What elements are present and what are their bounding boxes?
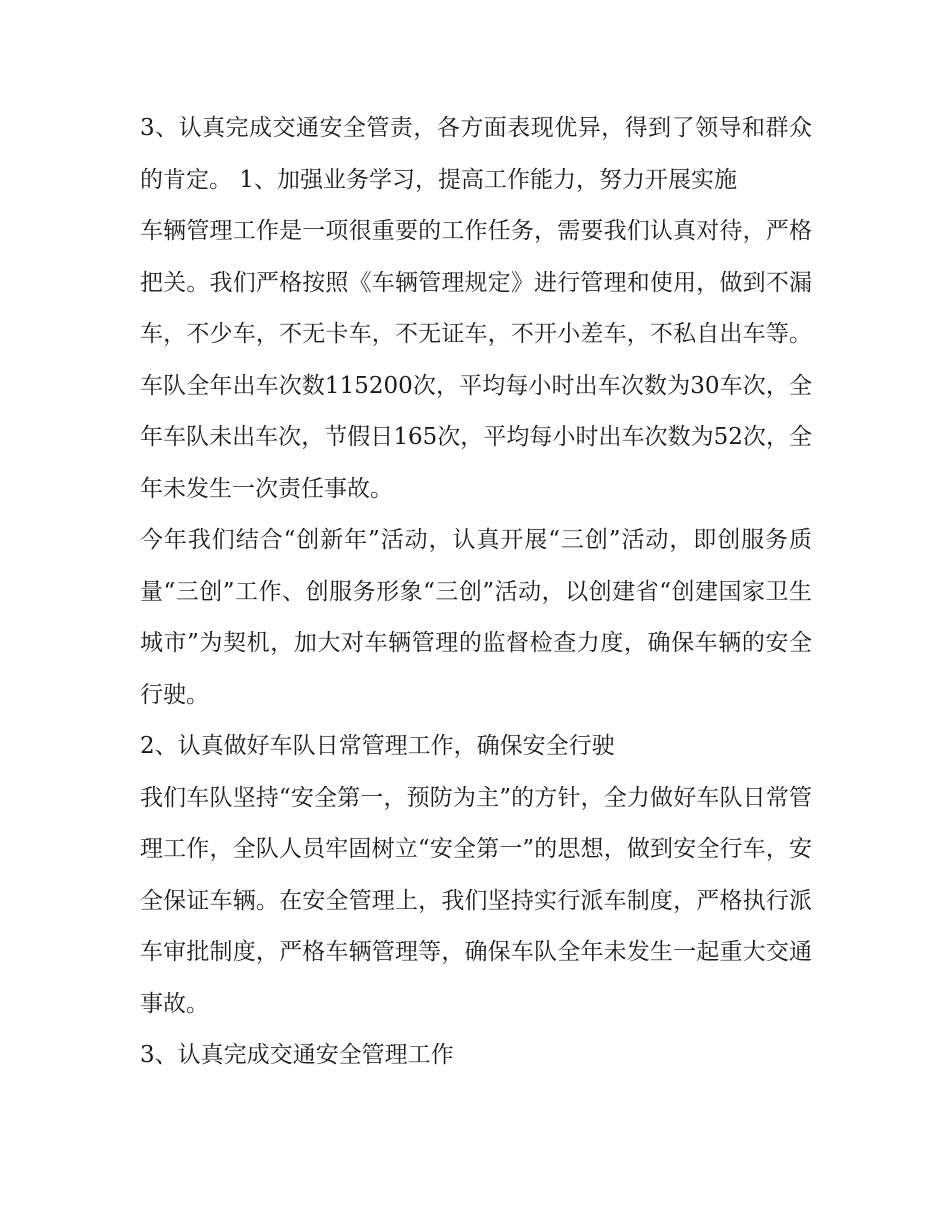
- document-page: [140, 103, 812, 1082]
- section-heading-daily-management: 2、认真做好车队日常管理工作，确保安全行驶: [140, 733, 615, 759]
- paragraph-vehicle-management: 车辆管理工作是一项很重要的工作任务，需要我们认真对待，严格把关。我们严格按照《车辆管理规定》进行管理和使用，做到不漏车，不少车，不无卡车，不无证车，不开小差车，不私自出车等。车队全年出车次数115200次，平均每小时出车次数为30车次，全年车队未出车次，节假日165次，平均每小时出车次数为52次，全年未发生一次责任事故。: [140, 218, 812, 502]
- paragraph-summary: 3、认真完成交通安全管责，各方面表现优异，得到了领导和群众的肯定。 1、加强业务学习，提高工作能力，努力开展实施: [140, 115, 812, 193]
- paragraph-innovation-year: 今年我们结合“创新年”活动，认真开展“三创”活动，即创服务质量“三创”工作、创服务形象“三创”活动，以创建省“创建国家卫生城市”为契机，加大对车辆管理的监督检查力度，确保车辆的安全行驶。: [140, 527, 812, 708]
- paragraph-safety-first: 我们车队坚持“安全第一，预防为主”的方针，全力做好车队日常管理工作，全队人员牢固树立“安全第一”的思想，做到安全行车，安全保证车辆。在安全管理上，我们坚持实行派车制度，严格执行派车审批制度，严格车辆管理等，确保车队全年未发生一起重大交通事故。: [140, 784, 812, 1017]
- section-heading-traffic-safety: 3、认真完成交通安全管理工作: [140, 1042, 454, 1068]
